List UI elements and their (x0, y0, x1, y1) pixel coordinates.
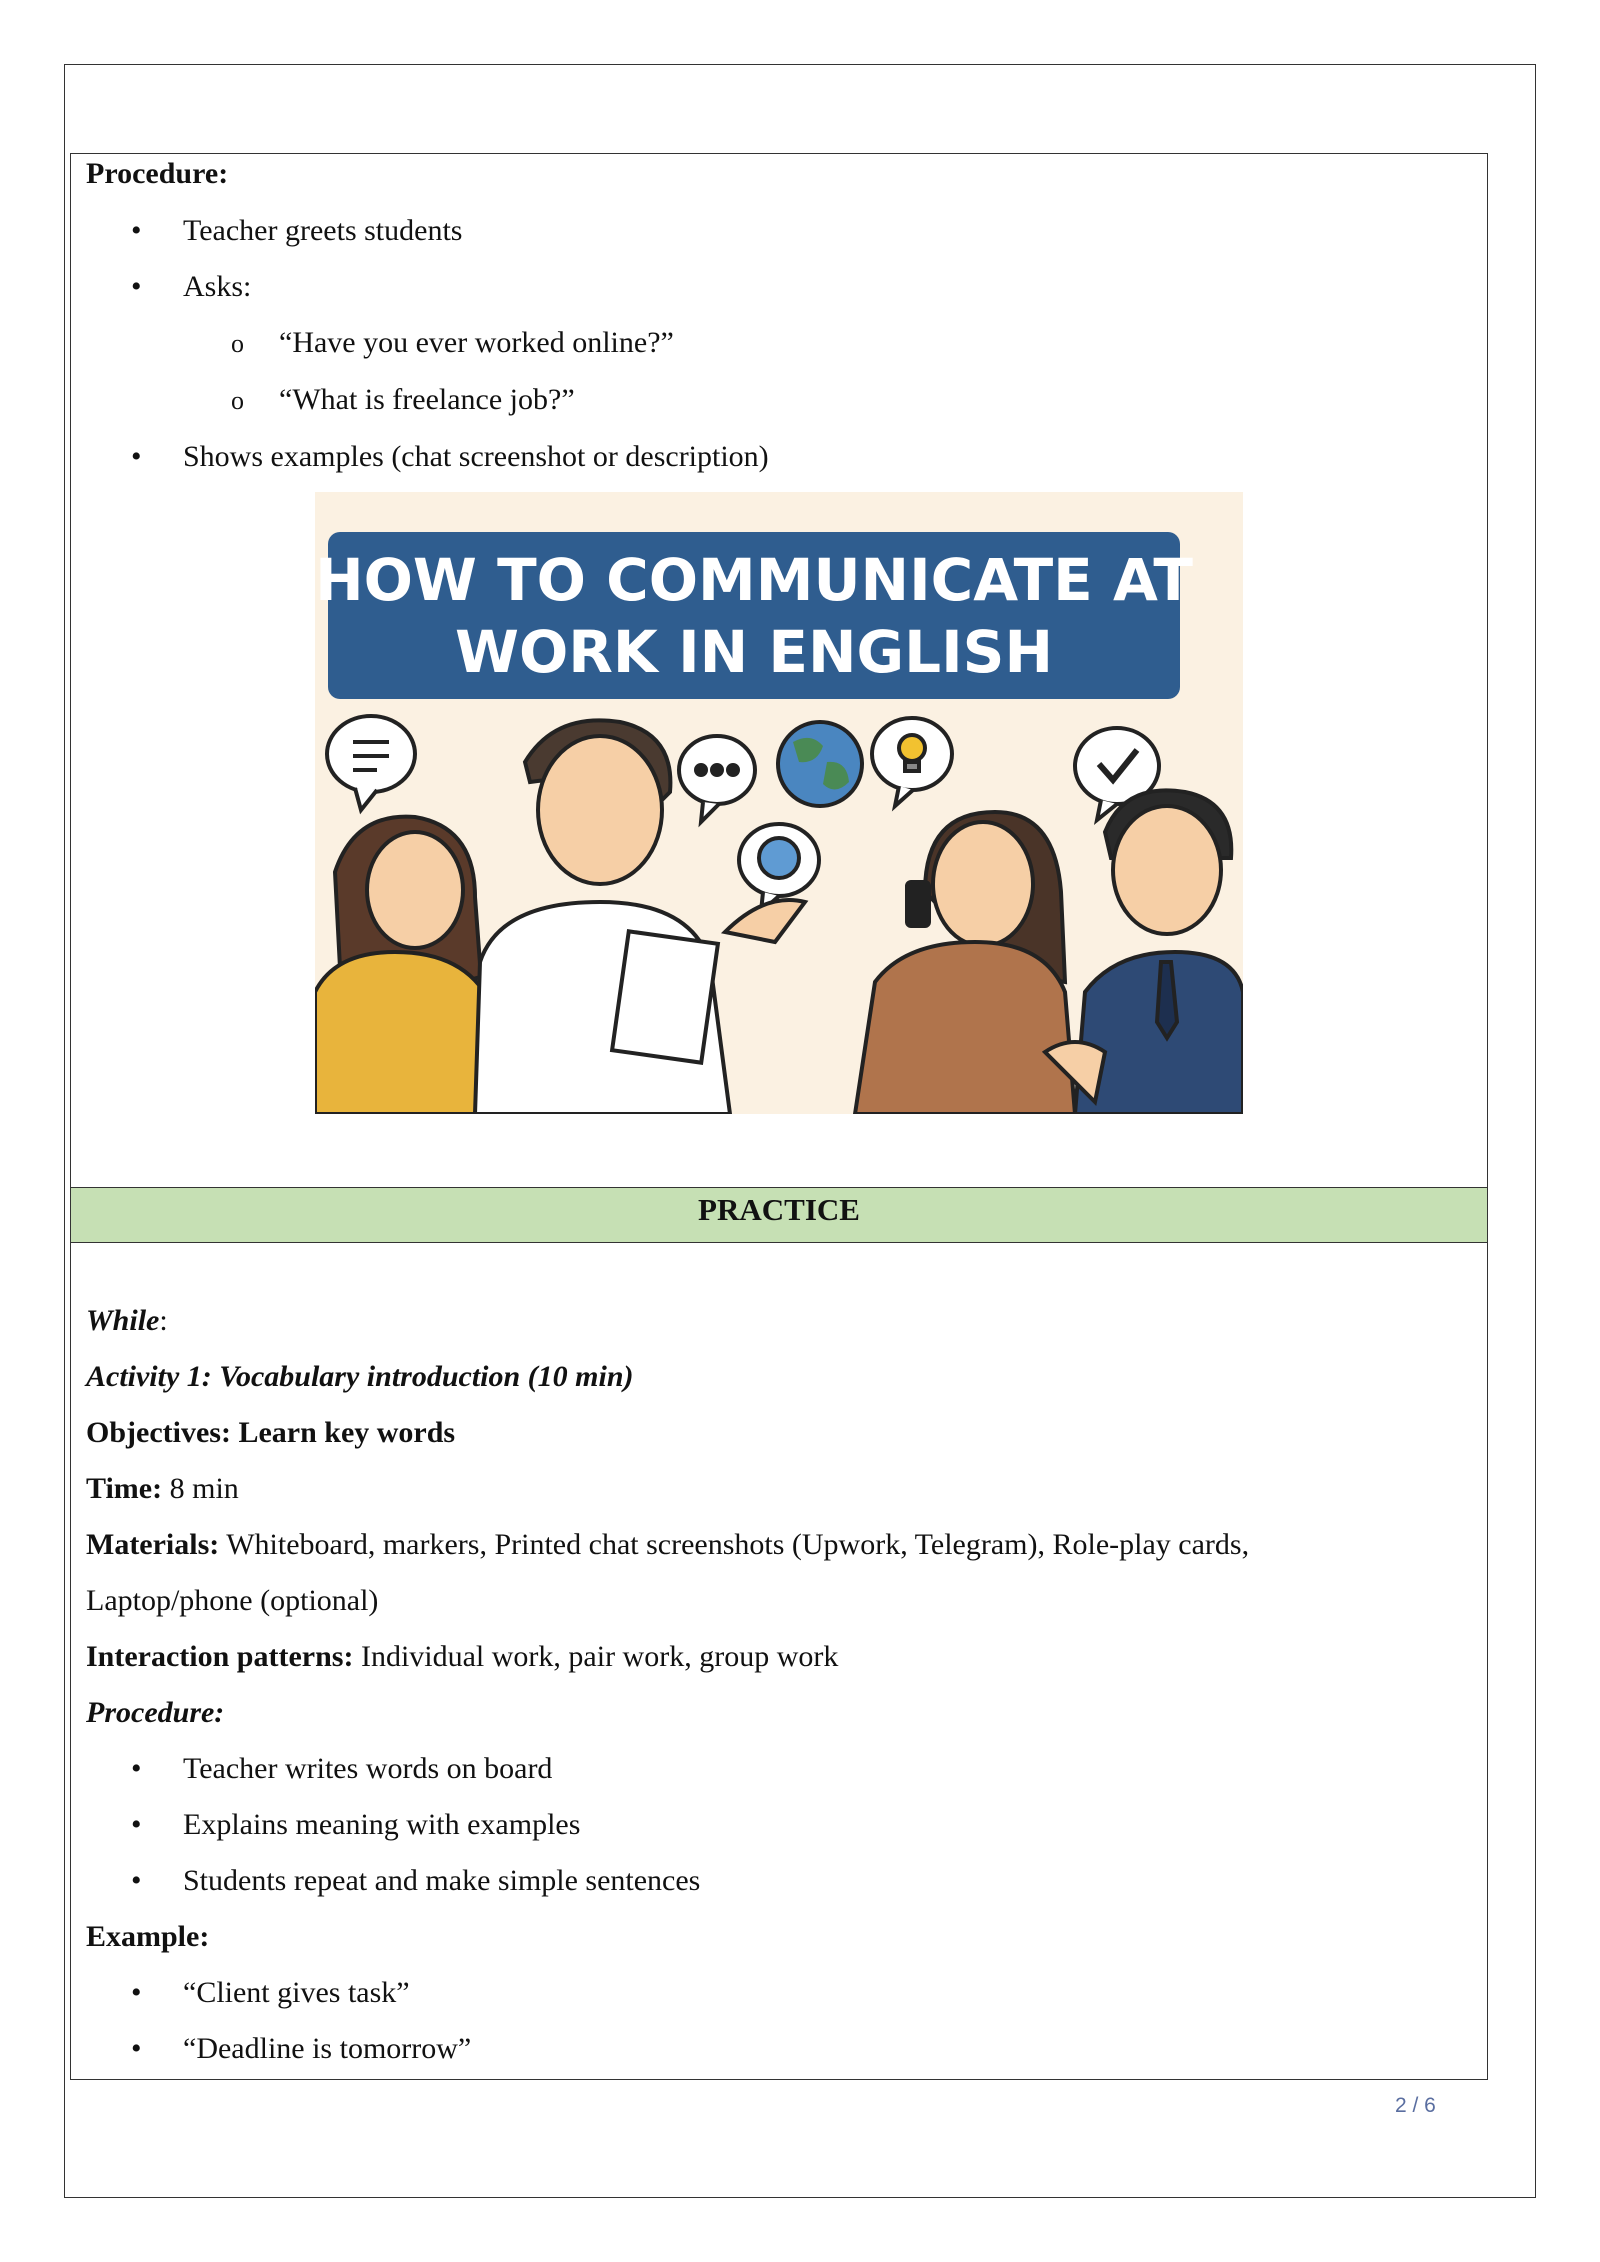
bullet-icon: • (131, 1808, 142, 1841)
procedure-label: Procedure: (86, 1696, 225, 1729)
activity-cell (71, 1243, 1487, 2079)
title-line-1: HOW TO COMMUNICATE AT (315, 546, 1193, 614)
materials-line-cont: Laptop/phone (optional) (86, 1584, 379, 1617)
objectives-line: Objectives: Learn key words (86, 1416, 456, 1449)
communication-illustration (315, 492, 1243, 1114)
procedure-item: Students repeat and make simple sentences (183, 1864, 701, 1897)
sub-bullet-icon: o (231, 329, 244, 358)
bullet-icon: • (131, 1976, 142, 2009)
example-label: Example: (86, 1920, 210, 1953)
procedure-item: Teacher writes words on board (183, 1752, 553, 1785)
globe-icon (778, 722, 862, 806)
bullet-icon: • (131, 1752, 142, 1785)
sub-bullet-icon: o (231, 386, 244, 415)
procedure-heading: Procedure: (86, 157, 229, 190)
warm-up-cell (71, 154, 1487, 1187)
title-line-2: WORK IN ENGLISH (454, 618, 1054, 686)
bullet-icon: • (131, 214, 142, 247)
question-item: “What is freelance job?” (279, 383, 575, 416)
example-item: “Client gives task” (183, 1976, 410, 2009)
list-item: Asks: (183, 270, 252, 303)
bullet-icon: • (131, 1864, 142, 1897)
bullet-icon: • (131, 2032, 142, 2065)
bullet-icon: • (131, 270, 142, 303)
procedure-item: Explains meaning with examples (183, 1808, 581, 1841)
practice-section-header: PRACTICE (71, 1187, 1487, 1243)
while-label: While: (86, 1304, 168, 1337)
time-line: Time: 8 min (86, 1472, 239, 1505)
interaction-line: Interaction patterns: Individual work, pair work, group work (86, 1640, 839, 1673)
example-item: “Deadline is tomorrow” (183, 2032, 472, 2065)
question-item: “Have you ever worked online?” (279, 326, 674, 359)
bullet-icon: • (131, 440, 142, 473)
list-item: Teacher greets students (183, 214, 463, 247)
materials-line: Materials: Whiteboard, markers, Printed chat screenshots (Upwork, Telegram), Role-play cards, (86, 1528, 1250, 1561)
activity-title: Activity 1: Vocabulary introduction (10 min) (86, 1360, 634, 1393)
list-item: Shows examples (chat screenshot or description) (183, 440, 769, 473)
lesson-table (70, 153, 1488, 2080)
page-number: 2 / 6 (1395, 2094, 1436, 2117)
